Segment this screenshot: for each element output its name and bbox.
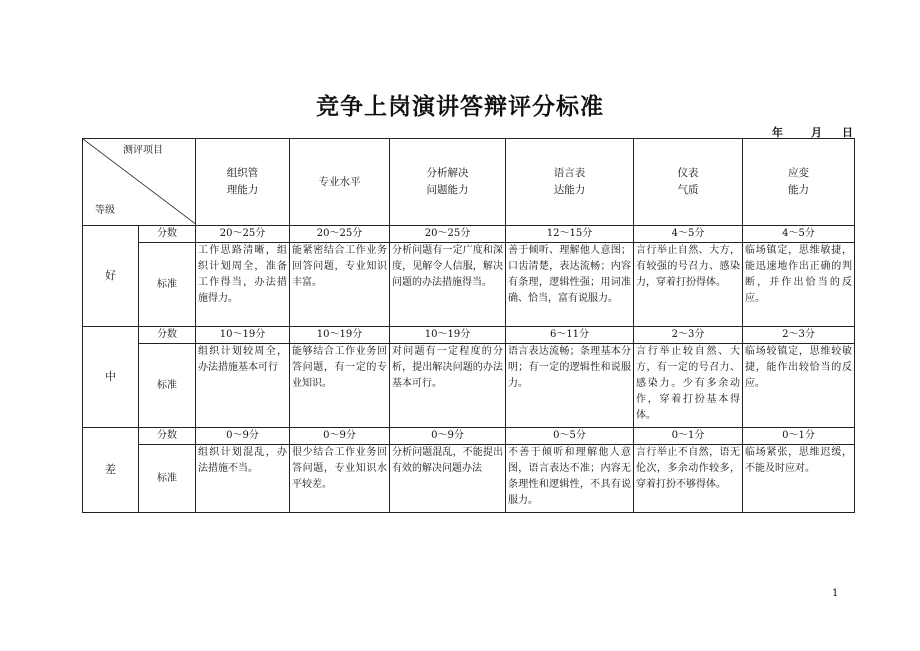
date-line	[750, 124, 854, 138]
score-cell: 0～9分	[390, 428, 506, 445]
score-cell: 20～25分	[196, 226, 290, 243]
standard-label: 标准	[139, 344, 196, 428]
score-cell: 20～25分	[290, 226, 390, 243]
score-cell: 0～9分	[290, 428, 390, 445]
standard-cell: 很少结合工作业务回答问题，专业知识水平较差。	[290, 445, 390, 513]
column-header: 专业水平	[290, 139, 390, 226]
standard-cell: 工作思路清晰，组织计划周全，准备工作得当，办法措施得力。	[196, 243, 290, 327]
score-cell: 2～3分	[743, 327, 855, 344]
standard-cell: 临场较镇定，思维较敏捷，能作出较恰当的反应。	[743, 344, 855, 428]
standard-cell: 组织计划较周全，办法措施基本可行	[196, 344, 290, 428]
standard-cell: 不善于倾听和理解他人意图，语言表达不准；内容无条理性和逻辑性，不具有说服力。	[506, 445, 634, 513]
standard-cell: 言行举止不自然，语无伦次，多余动作较多，穿着打扮不够得体。	[634, 445, 743, 513]
table-row-medium-standard	[83, 344, 855, 428]
score-cell: 0～5分	[506, 428, 634, 445]
standard-cell: 言行举止较自然、大方，有一定的号召力、感染力。少有多余动作，穿着打扮基本得体。	[634, 344, 743, 428]
page-number: 1	[832, 588, 839, 599]
score-cell: 12～15分	[506, 226, 634, 243]
score-cell: 6～11分	[506, 327, 634, 344]
score-cell: 0～9分	[196, 428, 290, 445]
score-label: 分数	[139, 428, 196, 445]
standard-cell: 善于倾听、理解他人意图；口齿清楚，表达流畅；内容有条理，逻辑性强；用词准确、恰当，富有说服力。	[506, 243, 634, 327]
score-cell: 10～19分	[390, 327, 506, 344]
score-label: 分数	[139, 327, 196, 344]
standard-cell: 言行举止自然、大方，有较强的号召力、感染力，穿着打扮得体。	[634, 243, 743, 327]
grade-label: 等级	[95, 205, 115, 216]
table-row-poor-score	[83, 428, 855, 445]
date-month-label: 月	[811, 126, 822, 139]
standard-cell: 分析问题有一定广度和深度，见解令人信服，解决问题的办法措施得当。	[390, 243, 506, 327]
standard-label: 标准	[139, 243, 196, 327]
table-row-medium-score	[83, 327, 855, 344]
scoring-table	[82, 138, 855, 513]
standard-cell: 临场镇定，思维敏捷，能迅速地作出正确的判断，并作出恰当的反应。	[743, 243, 855, 327]
score-label: 分数	[139, 226, 196, 243]
table-row-poor-standard	[83, 445, 855, 513]
standard-cell: 临场紧张，思维迟缓，不能及时应对。	[743, 445, 855, 513]
diagonal-header-cell	[83, 139, 196, 226]
item-label: 测评项目	[123, 145, 163, 156]
score-cell: 20～25分	[390, 226, 506, 243]
standard-cell: 语言表达流畅；条理基本分明；有一定的逻辑性和说服力。	[506, 344, 634, 428]
header-row	[83, 139, 855, 226]
score-cell: 4～5分	[743, 226, 855, 243]
table-row-good-standard	[83, 243, 855, 327]
standard-cell: 能够结合工作业务回答问题，有一定的专业知识。	[290, 344, 390, 428]
column-header: 分析解决 问题能力	[390, 139, 506, 226]
score-cell: 4～5分	[634, 226, 743, 243]
page-title: 竞争上岗演讲答辩评分标准	[316, 94, 604, 120]
score-cell: 2～3分	[634, 327, 743, 344]
standard-cell: 组织计划混乱，办法措施不当。	[196, 445, 290, 513]
grade-label-medium: 中	[83, 327, 139, 428]
score-cell: 10～19分	[290, 327, 390, 344]
column-header: 语言表 达能力	[506, 139, 634, 226]
column-header: 应变 能力	[743, 139, 855, 226]
table-row-good-score	[83, 226, 855, 243]
standard-cell: 分析问题混乱，不能提出有效的解决问题办法	[390, 445, 506, 513]
column-header: 组织管 理能力	[196, 139, 290, 226]
score-cell: 0～1分	[634, 428, 743, 445]
standard-label: 标准	[139, 445, 196, 513]
score-cell: 0～1分	[743, 428, 855, 445]
date-year-label: 年	[772, 126, 783, 139]
date-day-label: 日	[842, 126, 853, 139]
grade-label-good: 好	[83, 226, 139, 327]
standard-cell: 对问题有一定程度的分析，提出解决问题的办法基本可行。	[390, 344, 506, 428]
score-cell: 10～19分	[196, 327, 290, 344]
standard-cell: 能紧密结合工作业务回答问题，专业知识丰富。	[290, 243, 390, 327]
column-header: 仪表 气质	[634, 139, 743, 226]
grade-label-poor: 差	[83, 428, 139, 513]
